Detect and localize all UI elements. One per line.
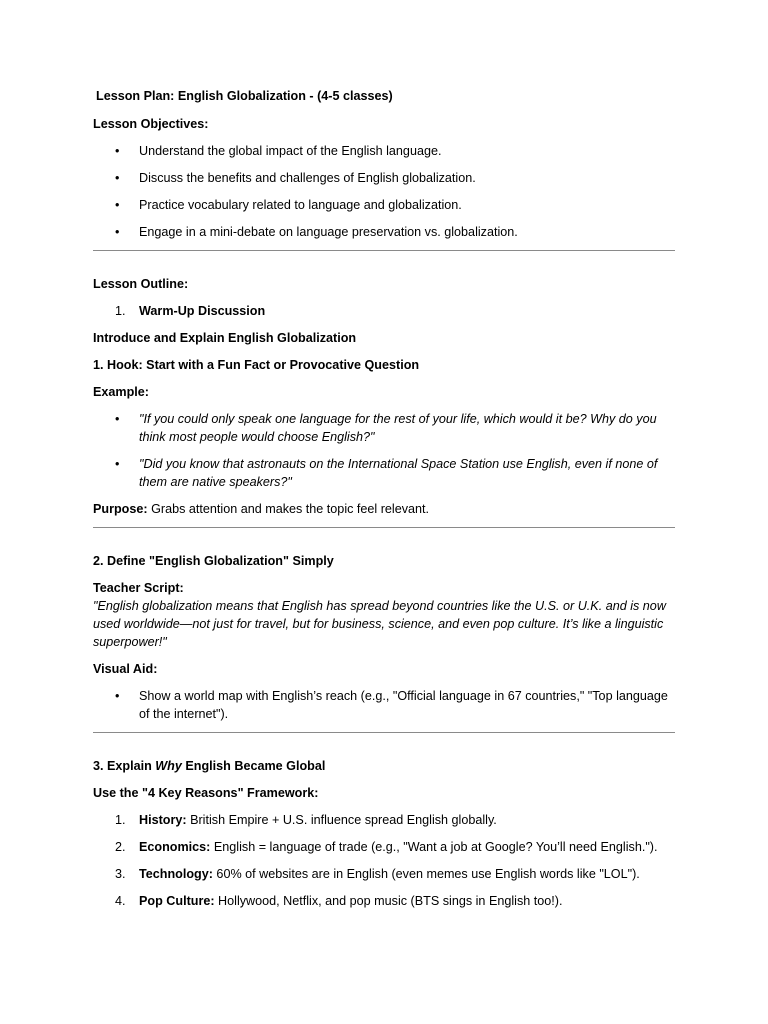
explain-heading: 3. Explain Why English Became Global [93, 759, 326, 773]
purpose-line: Purpose: Grabs attention and makes the topic feel relevant. [93, 502, 430, 516]
objectives-list [93, 142, 675, 241]
list-item: • Discuss the benefits and challenges of English globalization. [115, 171, 476, 185]
intro-heading: Introduce and Explain English Globalization [93, 331, 357, 345]
bullet-icon: • [115, 144, 120, 158]
visual-aid-list [93, 687, 675, 723]
list-number: 2. [115, 840, 126, 854]
section-divider [93, 732, 675, 733]
bullet-icon: • [115, 171, 120, 185]
section-divider [93, 527, 675, 528]
bullet-icon: • [115, 225, 120, 239]
define-heading: 2. Define "English Globalization" Simply [93, 554, 334, 568]
outline-heading: Lesson Outline: [93, 277, 189, 291]
bullet-icon: • [115, 198, 120, 212]
list-item: 2. Economics: English = language of trade (e.g., "Want a job at Google? You’ll need English."). [115, 840, 658, 854]
list-item: • Show a world map with English’s reach (e.g., "Official language in 67 countries," "Top language of the internet"). [115, 689, 668, 721]
document-body [93, 87, 675, 919]
list-number: 1. [115, 813, 126, 827]
page-title: Lesson Plan: English Globalization - (4-5 classes) [96, 89, 393, 103]
list-number: 1. [115, 304, 126, 318]
list-item: 4. Pop Culture: Hollywood, Netflix, and pop music (BTS sings in English too!). [115, 894, 563, 908]
teacher-script-text: "English globalization means that English has spread beyond countries like the U.S. or U.K. and is now used worldwide—not just for travel, but for business, science, and even pop culture. It’s like a linguistic superpower!" [93, 599, 666, 649]
list-item: • "Did you know that astronauts on the International Space Station use English, even if none of them are native speakers?" [115, 457, 658, 489]
list-item: • Practice vocabulary related to language and globalization. [115, 198, 462, 212]
visual-aid-label: Visual Aid: [93, 662, 158, 676]
list-item: • "If you could only speak one language for the rest of your life, which would it be? Why do you think most people would choose English?" [115, 412, 657, 444]
example-label: Example: [93, 385, 149, 399]
framework-heading: Use the "4 Key Reasons" Framework: [93, 786, 319, 800]
bullet-icon: • [115, 412, 120, 426]
objectives-heading: Lesson Objectives: [93, 117, 209, 131]
examples-list [93, 410, 675, 491]
bullet-icon: • [115, 457, 120, 471]
list-number: 3. [115, 867, 126, 881]
section-divider [93, 250, 675, 251]
bullet-icon: • [115, 689, 120, 703]
hook-heading: 1. Hook: Start with a Fun Fact or Provocative Question [93, 358, 420, 372]
list-item: • Understand the global impact of the English language. [115, 144, 442, 158]
list-item: 1. History: British Empire + U.S. influence spread English globally. [115, 813, 497, 827]
list-item: 3. Technology: 60% of websites are in English (even memes use English words like "LOL"). [115, 867, 640, 881]
teacher-script-label: Teacher Script: [93, 581, 184, 595]
reasons-list [93, 811, 675, 910]
outline-list [93, 302, 675, 320]
list-item: 1. Warm-Up Discussion [115, 304, 266, 318]
list-number: 4. [115, 894, 126, 908]
list-item: • Engage in a mini-debate on language preservation vs. globalization. [115, 225, 518, 239]
